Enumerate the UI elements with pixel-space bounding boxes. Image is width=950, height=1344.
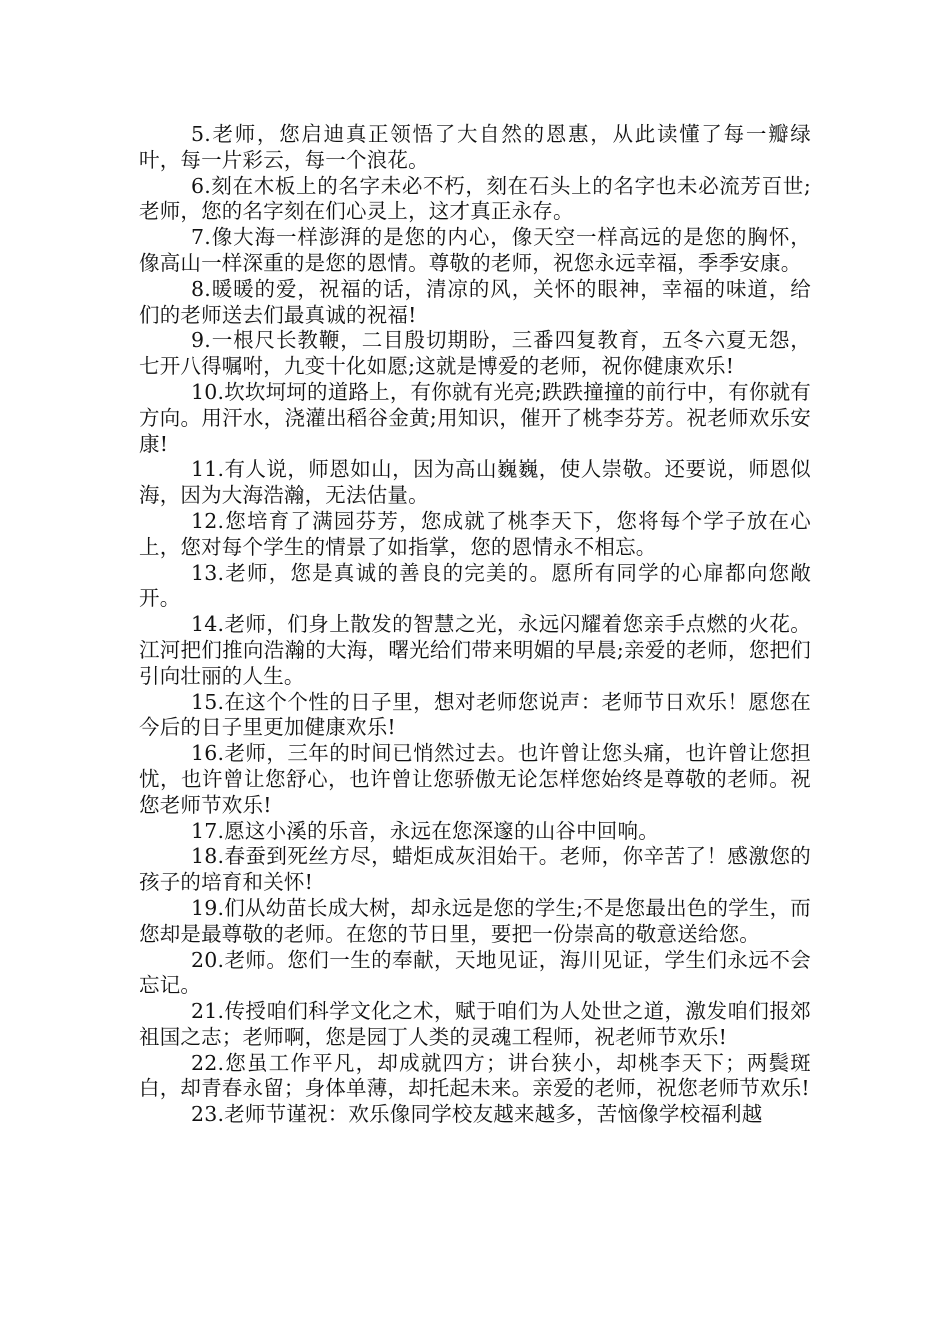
- paragraph-19: 19.们从幼苗长成大树，却永远是您的学生;不是您最出色的学生，而您却是最尊敬的老师。在您的节日里，要把一份崇高的敬意送给您。: [139, 895, 811, 946]
- paragraph-16: 16.老师，三年的时间已悄然过去。也许曾让您头痛，也许曾让您担忧，也许曾让您舒心，也许曾让您骄傲无论怎样您始终是尊敬的老师。祝您老师节欢乐!: [139, 741, 811, 817]
- paragraph-18: 18.春蚕到死丝方尽，蜡炬成灰泪始干。老师，你辛苦了！感激您的孩子的培育和关怀!: [139, 844, 811, 895]
- paragraph-22: 22.您虽工作平凡，却成就四方；讲台狭小，却桃李天下；两鬓斑白，却青春永留；身体单薄，却托起未来。亲爱的老师，祝您老师节欢乐!: [139, 1050, 811, 1101]
- paragraph-14: 14.老师，们身上散发的智慧之光，永远闪耀着您亲手点燃的火花。江河把们推向浩瀚的大海，曙光给们带来明媚的早晨;亲爱的老师，您把们引向壮丽的人生。: [139, 612, 811, 688]
- paragraph-21: 21.传授咱们科学文化之术，赋于咱们为人处世之道，激发咱们报郊祖国之志；老师啊，您是园丁人类的灵魂工程师，祝老师节欢乐!: [139, 999, 811, 1049]
- paragraph-15: 15.在这个个性的日子里，想对老师您说声：老师节日欢乐！愿您在今后的日子里更加健康欢乐!: [139, 689, 811, 740]
- paragraph-11: 11.有人说，师恩如山，因为高山巍巍，使人崇敬。还要说，师恩似海，因为大海浩瀚，无法估量。: [139, 457, 811, 508]
- paragraph-20: 20.老师。您们一生的奉献，天地见证，海川见证，学生们永远不会忘记。: [139, 947, 811, 998]
- paragraph-23: 23.老师节谨祝：欢乐像同学校友越来越多，苦恼像学校福利越: [191, 1102, 763, 1127]
- paragraph-12: 12.您培育了满园芬芳，您成就了桃李天下，您将每个学子放在心上，您对每个学生的情景了如指掌，您的恩情永不相忘。: [139, 508, 811, 559]
- paragraph-8: 8.暖暖的爱，祝福的话，清凉的风，关怀的眼神，幸福的味道，给们的老师送去们最真诚的祝福!: [139, 276, 811, 327]
- paragraph-17: 17.愿这小溪的乐音，永远在您深邃的山谷中回响。: [191, 818, 659, 843]
- paragraph-10: 10.坎坎坷坷的道路上，有你就有光亮;跌跌撞撞的前行中，有你就有方向。用汗水，浇灌出稻谷金黄;用知识，催开了桃李芬芳。祝老师欢乐安康!: [139, 379, 811, 456]
- paragraph-6: 6.刻在木板上的名字未必不朽，刻在石头上的名字也未必流芳百世;老师，您的名字刻在们心灵上，这才真正永存。: [139, 173, 811, 224]
- paragraph-9: 9.一根尺长教鞭，二目殷切期盼，三番四复教育，五冬六夏无怨，七开八得嘱咐，九变十化如愿;这就是博爱的老师，祝你健康欢乐!: [139, 328, 811, 379]
- document-body: [139, 122, 811, 1128]
- paragraph-5: 5.老师，您启迪真正领悟了大自然的恩惠，从此读懂了每一瓣绿叶，每一片彩云，每一个浪花。: [139, 122, 811, 172]
- paragraph-13: 13.老师，您是真诚的善良的完美的。愿所有同学的心扉都向您敞开。: [139, 560, 811, 611]
- paragraph-7: 7.像大海一样澎湃的是您的内心，像天空一样高远的是您的胸怀，像高山一样深重的是您的恩情。尊敬的老师，祝您永远幸福，季季安康。: [139, 225, 811, 275]
